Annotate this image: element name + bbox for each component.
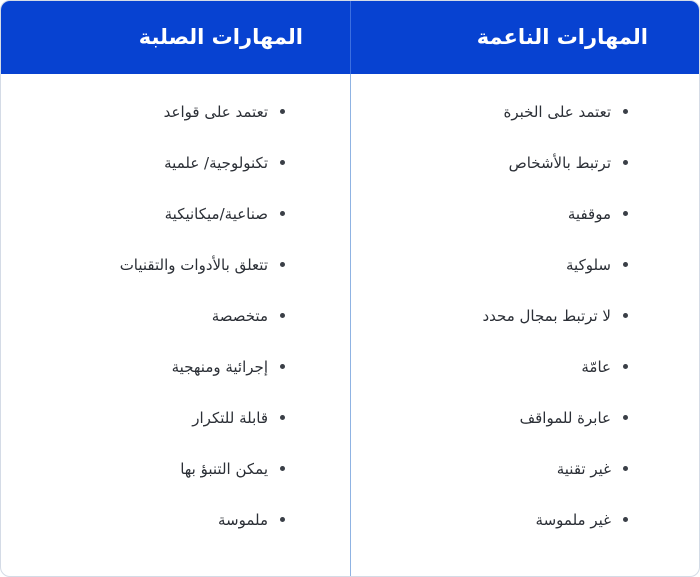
list-item-label: ملموسة <box>217 510 268 529</box>
list-item-label: غير ملموسة <box>535 510 611 529</box>
soft-skills-header: المهارات الناعمة <box>351 1 699 74</box>
bullet-icon <box>623 160 628 165</box>
bullet-icon <box>623 415 628 420</box>
list-item <box>1 137 350 188</box>
list-item <box>351 188 699 239</box>
list-item-label: متخصصة <box>211 306 268 325</box>
list-item <box>1 341 350 392</box>
list-item <box>351 443 699 494</box>
bullet-icon <box>280 262 285 267</box>
bullet-icon <box>623 109 628 114</box>
list-item <box>351 341 699 392</box>
list-item-label: يمكن التنبؤ بها <box>180 459 268 478</box>
bullet-icon <box>280 211 285 216</box>
bullet-icon <box>623 364 628 369</box>
hard-skills-column <box>1 1 350 576</box>
list-item-label: إجرائية ومنهجية <box>171 357 268 376</box>
list-item <box>1 290 350 341</box>
bullet-icon <box>280 109 285 114</box>
list-item-label: موقفية <box>567 204 611 223</box>
list-item-label: عامّة <box>581 357 611 376</box>
list-item-label: عابرة للمواقف <box>519 408 611 427</box>
list-item <box>351 494 699 545</box>
list-item <box>351 239 699 290</box>
list-item <box>1 188 350 239</box>
bullet-icon <box>280 415 285 420</box>
bullet-icon <box>623 262 628 267</box>
list-item-label: تتعلق بالأدوات والتقنيات <box>119 255 268 274</box>
list-item-label: غير تقنية <box>556 459 611 478</box>
hard-skills-header: المهارات الصلبة <box>1 1 350 74</box>
list-item <box>351 137 699 188</box>
list-item-label: تعتمد على قواعد <box>163 102 268 121</box>
bullet-icon <box>623 313 628 318</box>
list-item <box>351 86 699 137</box>
list-item-label: لا ترتبط بمجال محدد <box>482 306 611 325</box>
list-item-label: ترتبط بالأشخاص <box>508 153 611 172</box>
hard-skills-list <box>1 86 350 545</box>
bullet-icon <box>280 517 285 522</box>
soft-skills-list <box>351 86 699 545</box>
bullet-icon <box>280 466 285 471</box>
soft-skills-column <box>351 1 699 576</box>
list-item <box>1 86 350 137</box>
list-item-label: صناعية/ميكانيكية <box>164 204 268 223</box>
bullet-icon <box>623 517 628 522</box>
list-item <box>1 494 350 545</box>
list-item <box>1 443 350 494</box>
bullet-icon <box>280 313 285 318</box>
list-item-label: تعتمد على الخبرة <box>503 102 611 121</box>
bullet-icon <box>623 211 628 216</box>
list-item <box>351 392 699 443</box>
list-item-label: سلوكية <box>566 255 611 274</box>
list-item <box>1 392 350 443</box>
bullet-icon <box>623 466 628 471</box>
list-item <box>351 290 699 341</box>
list-item-label: قابلة للتكرار <box>192 408 268 427</box>
bullet-icon <box>280 364 285 369</box>
list-item <box>1 239 350 290</box>
bullet-icon <box>280 160 285 165</box>
list-item-label: تكنولوجية/ علمية <box>164 153 268 172</box>
